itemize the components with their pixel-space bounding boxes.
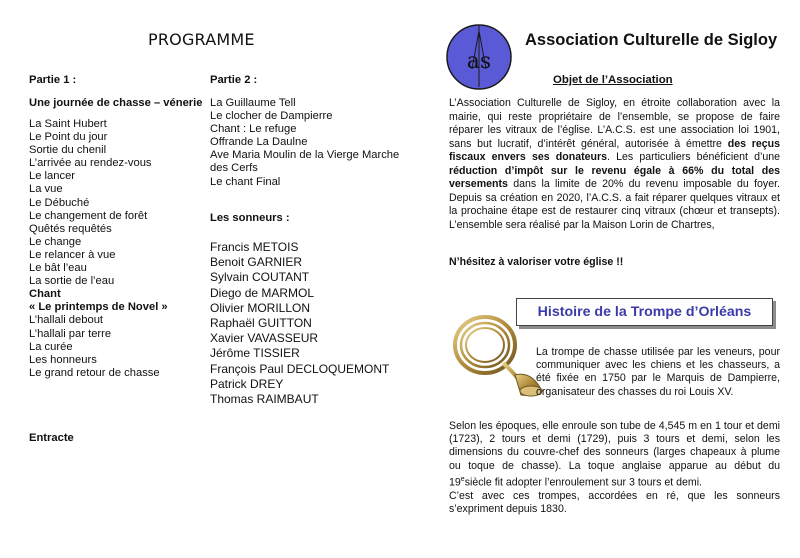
hunting-horn-image [449, 305, 549, 397]
partie2-list [210, 97, 399, 189]
paragraph-segment: dans la limite de 20% du revenu imposable du foyer. Depuis sa création en 2020, l’A.C.S. a fait réparer quelques vitraux et la prochaine étape est de restaurer cinq vitraux (chœur et transepts). L’ensemble sera réalisé par la Maison Lorin de Chartres, [449, 178, 780, 231]
partie1-list [29, 118, 168, 380]
partie2-item: des Cerfs [210, 162, 258, 175]
partie2-item: Chant : Le refuge [210, 123, 297, 136]
valoriser-line: N’hésitez à valoriser votre église !! [449, 256, 624, 268]
logo-text: as [466, 49, 492, 74]
sonneurs-heading: Les sonneurs : [210, 212, 290, 224]
programme-title: PROGRAMME [148, 30, 255, 49]
sonneur-name: Patrick DREY [210, 376, 284, 391]
association-paragraph [449, 97, 780, 232]
paragraph-bold-segment: des reçus fiscaux envers ses donateurs [449, 137, 781, 163]
sonneur-name: Jérôme TISSIER [210, 346, 300, 361]
sonneur-name: François Paul DECLOQUEMONT [210, 361, 390, 376]
association-logo [445, 23, 513, 91]
partie1-item: L’hallali par terre [29, 327, 112, 340]
sonneur-name: Sylvain COUTANT [210, 270, 310, 285]
trompe-paragraph-1: La trompe de chasse utilisée par les veneurs, pour communiquer avec les chiens et les chasseurs, a été fixée en 1750 par le Marquis de Dampierre, organisateur des chasses du roi Louis XV. [536, 346, 780, 398]
partie2-item: La Guillaume Tell [210, 97, 296, 109]
trompe-paragraph-2 [449, 420, 780, 516]
partie1-item: Le relancer à vue [29, 248, 116, 261]
partie2-item: Ave Maria Moulin de la Vierge Marche [210, 149, 400, 162]
partie1-item: Le Débuché [29, 196, 90, 209]
partie2-item: Le clocher de Dampierre [210, 110, 333, 123]
objet-heading: Objet de l’Association [553, 74, 673, 86]
partie1-item: L’hallali debout [29, 314, 104, 327]
partie1-subheading: Une journée de chasse – vénerie [29, 97, 203, 109]
partie1-item: Le changement de forêt [29, 209, 148, 222]
partie1-item: Le grand retour de chasse [29, 366, 160, 379]
sonneurs-list [210, 240, 389, 407]
partie1-item: La curée [29, 340, 73, 353]
trompe-paragraph-2-sup: e [460, 475, 465, 483]
partie1-item: « Le printemps de Novel » [29, 301, 168, 314]
partie1-item: La vue [29, 183, 63, 196]
histoire-title: Histoire de la Trompe d’Orléans [537, 304, 752, 320]
sonneur-name: Francis METOIS [210, 240, 299, 254]
sonneur-name: Thomas RAIMBAUT [210, 392, 319, 407]
paragraph-bold-segment: réduction d’impôt sur le revenu égale à 66% du total des versements [449, 164, 780, 190]
entracte-label: Entracte [29, 432, 74, 444]
association-title: Association Culturelle de Sigloy [525, 31, 778, 49]
partie1-item: Les honneurs [29, 353, 97, 366]
partie1-item: Chant [29, 288, 61, 301]
trompe-paragraph-2a: Selon les époques, elle enroule son tube de 4,545 m en 1 tour et demi (1723), 2 tours et demi (1729), puis 3 tours et demi, selon les dimensions du couvre-chef des sonneurs (larges chapeaux à plume ou toque de chasse). La toque anglaise apparue au début du 19 [449, 420, 780, 489]
partie1-item: Le change [29, 235, 82, 248]
paragraph-segment: . Les particuliers bénéficient d’une [607, 151, 780, 163]
partie1-item: Le bât l’eau [29, 262, 87, 275]
partie1-heading: Partie 1 : [29, 74, 77, 86]
partie2-item: Le chant Final [210, 175, 281, 188]
trompe-paragraph-2b: siècle fit adopter l’enroulement sur 3 tours et demi. [464, 476, 703, 489]
partie2-item: Offrande La Daulne [210, 136, 308, 149]
paragraph-segment: L’Association Culturelle de Sigloy, en étroite collaboration avec la mairie, qui reste propriétaire de l’ensemble, se propose de faire réparer les vitraux de l’église. L’A.C.S. est une association loi 1901, sans but lucratif, d’intérêt général, autorisée à émettre [449, 97, 780, 150]
sonneur-name: Raphaël GUITTON [210, 316, 312, 331]
sonneur-name: Olivier MORILLON [210, 300, 311, 315]
sonneur-name: Benoit GARNIER [210, 255, 303, 270]
partie1-item: La sortie de l’eau [29, 275, 115, 288]
trompe-paragraph-3: C’est avec ces trompes, accordées en ré, que les sonneurs s’expriment depuis 1830. [449, 489, 780, 515]
partie1-item: Le Point du jour [29, 131, 108, 144]
partie1-item: L’arrivée au rendez-vous [29, 157, 152, 170]
sonneur-name: Diego de MARMOL [210, 285, 315, 300]
partie1-item: Sortie du chenil [29, 144, 107, 157]
partie1-item: La Saint Hubert [29, 118, 107, 130]
partie2-heading: Partie 2 : [210, 74, 258, 86]
sonneur-name: Xavier VAVASSEUR [210, 331, 319, 346]
partie1-item: Quêtés requêtés [29, 222, 112, 235]
partie1-item: Le lancer [29, 170, 76, 183]
